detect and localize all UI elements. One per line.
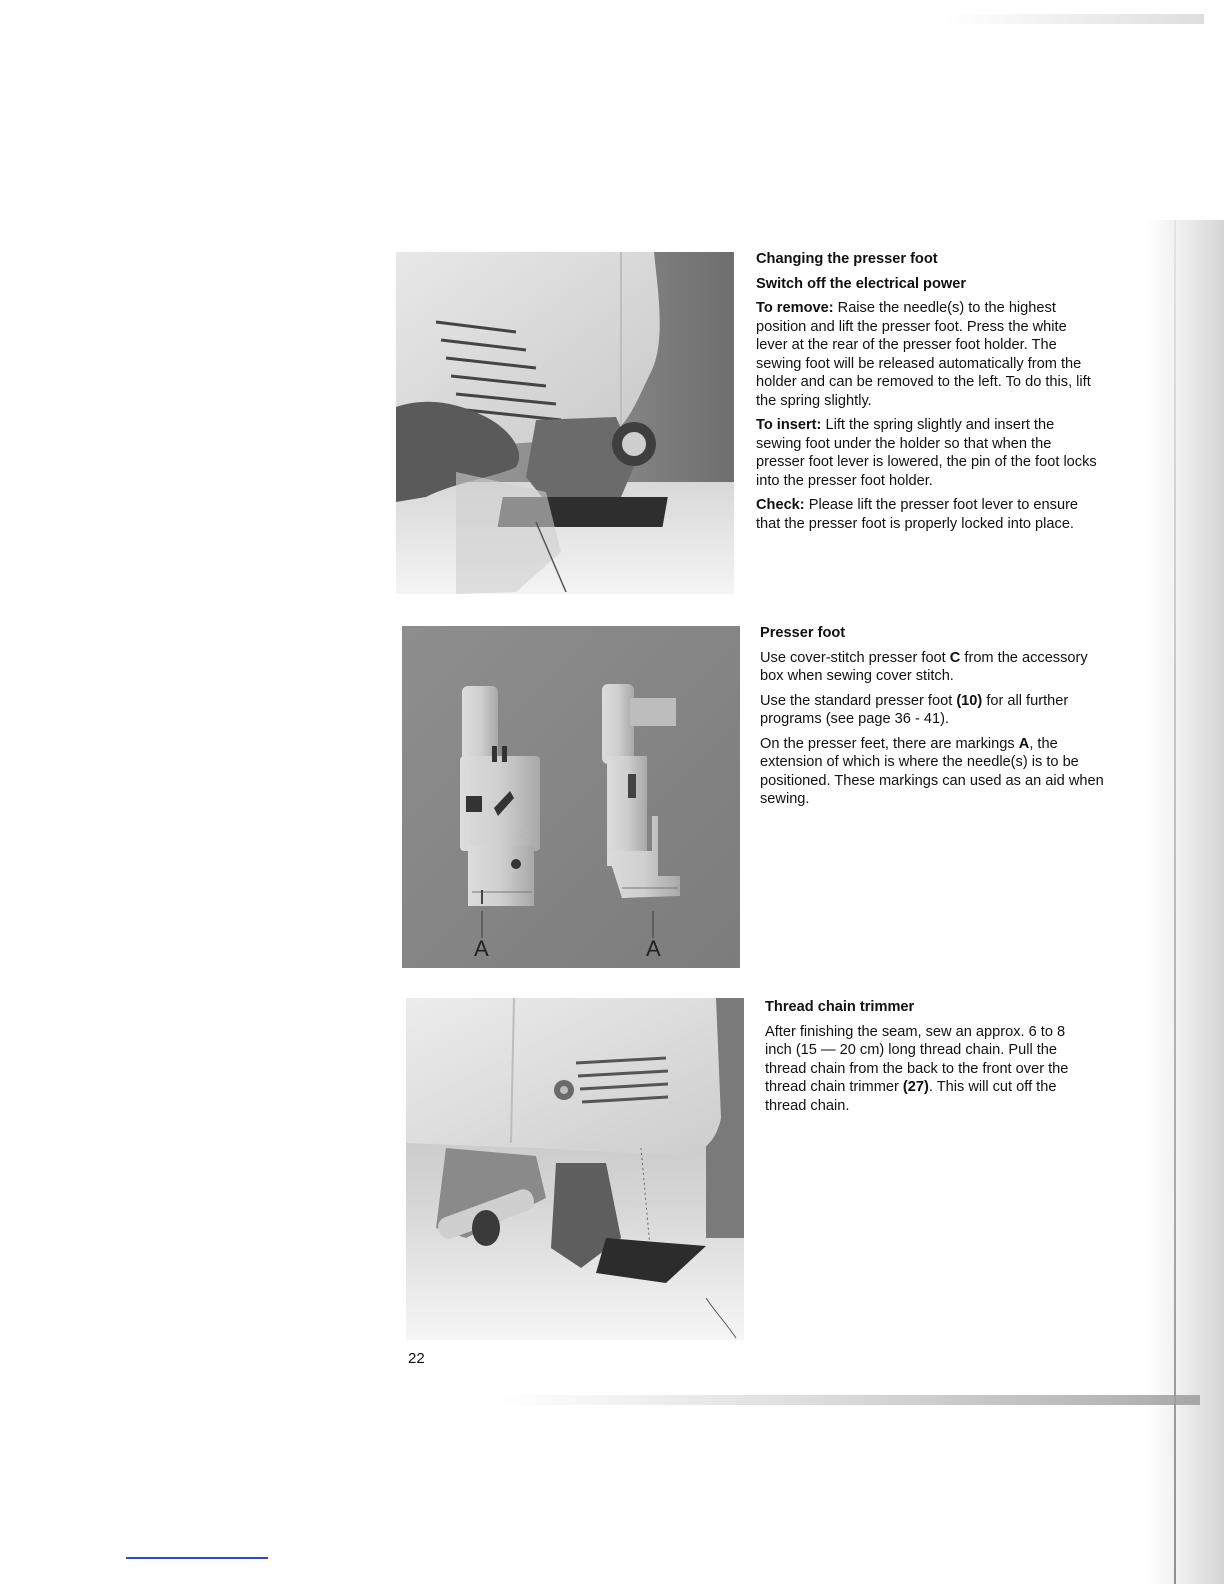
- bottom-rule: [126, 1557, 268, 1559]
- section-subtitle: Switch off the electrical power: [756, 275, 967, 292]
- scan-edge-bottom: [500, 1395, 1200, 1405]
- paragraph-cover-stitch: Use cover-stitch presser foot C from the accessory box when sewing cover stitch.: [760, 649, 1088, 684]
- section-presser-foot: [760, 624, 1104, 815]
- paragraph-remove: To remove: Raise the needle(s) to the highest position and lift the presser foot. Press the white lever at the rear of the presser foot holder. The sewing foot will be released automatically from the holder and can be removed to the left. To do this, lift the spring slightly.: [756, 300, 1091, 409]
- photo-presser-feet: [402, 626, 740, 968]
- paragraph-trimmer: After finishing the seam, sew an approx. 6 to 8 inch (15 — 20 cm) long thread chain. Pull the thread chain from the back to the front over the thread chain trimmer (27). This will cut off the thread chain.: [765, 1023, 1069, 1114]
- section-title: Changing the presser foot: [756, 251, 938, 267]
- paragraph-check: Check: Please lift the presser foot lever to ensure that the presser foot is properly locked into place.: [756, 497, 1079, 532]
- marker-a-left: A: [474, 936, 489, 961]
- section-title: Presser foot: [760, 625, 846, 641]
- paragraph-insert: To insert: Lift the spring slightly and insert the sewing foot under the holder so that when the presser foot lever is lowered, the pin of the foot locks into the presser foot holder.: [756, 417, 1097, 489]
- svg-text:C: C: [519, 825, 530, 841]
- scan-edge-top: [944, 14, 1204, 24]
- photo-thread-chain-trimmer: [406, 998, 744, 1340]
- marker-a-right: A: [646, 936, 661, 961]
- paragraph-standard-foot: Use the standard presser foot (10) for all further programs (see page 36 - 41).: [760, 692, 1069, 727]
- section-title: Thread chain trimmer: [765, 999, 915, 1015]
- scan-edge-right: [1146, 220, 1224, 1584]
- page-number: 22: [408, 1350, 425, 1367]
- paragraph-markings: On the presser feet, there are markings A, the extension of which is where the needle(s) is to be positioned. These markings can used as an aid when sewing.: [760, 735, 1104, 807]
- section-thread-chain-trimmer: [765, 998, 1095, 1121]
- photo-changing-presser-foot: [396, 252, 734, 594]
- section-changing-presser-foot: [756, 250, 1100, 539]
